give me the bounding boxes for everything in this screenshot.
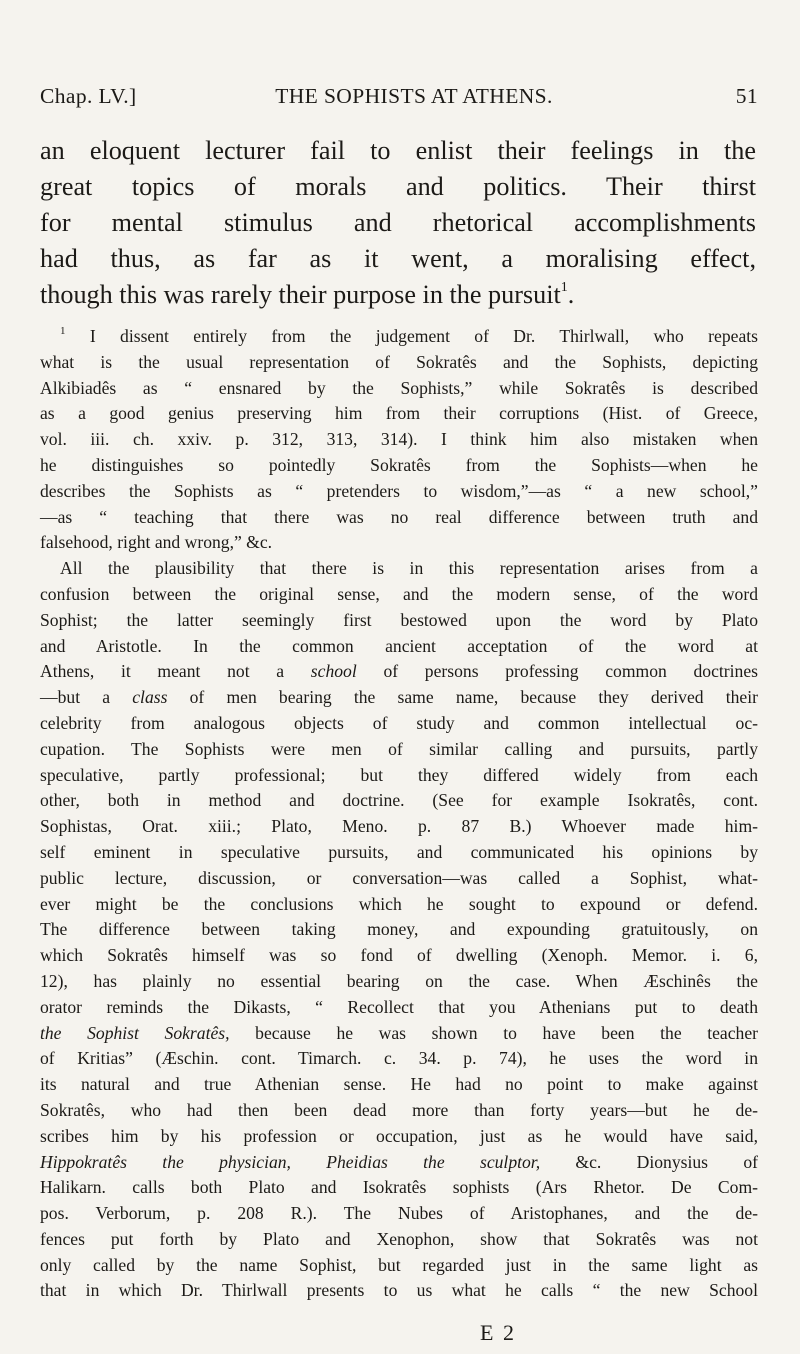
footnote-text: of persons professing common doctrines	[383, 661, 758, 682]
footnote-line: Alkibiadês as “ ensnared by the Sophists,” while Sokratês is described	[40, 377, 758, 398]
body-line: great topics of morals and politics. Their thirst	[40, 172, 756, 201]
footnote-line: as a good genius preserving him from their corruptions (Hist. of Greece,	[40, 403, 758, 424]
footnote-line-text: I dissent entirely from the judgement of Dr. Thirlwall, who repeats	[89, 326, 758, 346]
emphasis-sophist-sokrates: the Sophist Sokratês,	[40, 1022, 230, 1043]
footnote-line: The difference between taking money, and expounding gratuitously, on	[40, 919, 758, 940]
footnote-line: what is the usual representation of Sokratês and the Sophists, depicting	[40, 351, 758, 372]
footnote-line: pos. Verborum, p. 208 R.). The Nubes of Aristophanes, and the de-	[40, 1203, 758, 1224]
footnote-line: Sokratês, who had then been dead more than forty years—but he de-	[40, 1099, 758, 1120]
body-line: for mental stimulus and rhetorical accomplishments	[40, 208, 756, 237]
footnote-line	[40, 1021, 758, 1047]
footnote-line: public lecture, discussion, or conversation—was called a Sophist, what-	[40, 867, 758, 888]
emphasis-class: class	[132, 687, 168, 708]
footnote-line: ever might be the conclusions which he sought to expound or defend.	[40, 893, 758, 914]
body-line: an eloquent lecturer fail to enlist their feelings in the	[40, 136, 756, 165]
main-paragraph	[40, 133, 756, 313]
emphasis-examples: Hippokratês the physician, Pheidias the sculptor,	[40, 1151, 541, 1172]
page-number: 51	[735, 84, 758, 108]
footnote-line: speculative, partly professional; but they differed widely from each	[40, 764, 758, 785]
body-line: though this was rarely their purpose in the pursuit$^1$.	[40, 280, 575, 309]
footnote-line: celebrity from analogous objects of study and common intellectual oc-	[40, 712, 758, 733]
footnote-line	[40, 324, 758, 350]
running-title: THE SOPHISTS AT ATHENS.	[275, 84, 553, 108]
footnote-line: which Sokratês himself was so fond of dwelling (Xenoph. Memor. i. 6,	[40, 945, 758, 966]
footnote-line: cupation. The Sophists were men of similar calling and pursuits, partly	[40, 738, 758, 759]
footnote-marker: 1	[60, 325, 66, 338]
footnote-line	[40, 659, 758, 685]
footnote-line: 12), has plainly no essential bearing on the case. When Æschinês the	[40, 970, 758, 991]
footnote-line: confusion between the original sense, and the modern sense, of the word	[40, 583, 758, 604]
footnote-line: All the plausibility that there is in this representation arises from a	[60, 558, 758, 579]
footnote-line: Halikarn. calls both Plato and Isokratês sophists (Ars Rhetor. De Com-	[40, 1177, 758, 1198]
footnote-line: Sophist; the latter seemingly first bestowed upon the word by Plato	[40, 609, 758, 630]
footnote-line: describes the Sophists as “ pretenders to wisdom,”—as “ a new school,”	[40, 480, 758, 501]
footnote-line: falsehood, right and wrong,” &c.	[40, 532, 273, 553]
footnote	[40, 324, 758, 1304]
footnote-text: of men bearing the same name, because they derived their	[189, 687, 758, 708]
footnote-line: its natural and true Athenian sense. He had no point to make against	[40, 1074, 758, 1095]
running-head	[40, 84, 758, 114]
footnote-line: scribes him by his profession or occupation, just as he would have said,	[40, 1125, 758, 1146]
footnote-reference: 1	[560, 280, 568, 296]
emphasis-school: school	[310, 661, 357, 682]
footnote-text: &c. Dionysius of	[575, 1151, 758, 1172]
footnote-text: —but a	[40, 687, 111, 708]
footnote-line: of Kritias” (Æschin. cont. Timarch. c. 34. p. 74), he uses the word in	[40, 1048, 758, 1069]
footnote-line	[40, 685, 758, 711]
footnote-line: other, both in method and doctrine. (See for example Isokratês, cont.	[40, 790, 758, 811]
footnote-text: Athens, it meant not a	[40, 661, 285, 682]
footnote-line: fences put forth by Plato and Xenophon, show that Sokratês was not	[40, 1228, 758, 1249]
footnote-line: and Aristotle. In the common ancient acceptation of the word at	[40, 635, 758, 656]
footnote-line: only called by the name Sophist, but regarded just in the same light as	[40, 1254, 758, 1275]
chapter-label: Chap. LV.]	[40, 84, 137, 108]
signature-mark: E 2	[480, 1320, 516, 1345]
footnote-line: that in which Dr. Thirlwall presents to us what he calls “ the new School	[40, 1280, 758, 1301]
footnote-line: self eminent in speculative pursuits, and communicated his opinions by	[40, 841, 758, 862]
footnote-line: —as “ teaching that there was no real difference between truth and	[40, 506, 758, 527]
footnote-line: he distinguishes so pointedly Sokratês from the Sophists—when he	[40, 454, 758, 475]
footnote-line	[40, 1150, 758, 1176]
footnote-line: orator reminds the Dikasts, “ Recollect that you Athenians put to death	[40, 996, 758, 1017]
footnote-line: vol. iii. ch. xxiv. p. 312, 313, 314). I think him also mistaken when	[40, 429, 758, 450]
footnote-text: because he was shown to have been the teacher	[255, 1022, 759, 1043]
body-line: had thus, as far as it went, a moralising effect,	[40, 244, 756, 273]
footnote-line: Sophistas, Orat. xiii.; Plato, Meno. p. 87 B.) Whoever made him-	[40, 816, 758, 837]
body-line-text: though this was rarely their purpose in the pursuit	[40, 280, 561, 309]
